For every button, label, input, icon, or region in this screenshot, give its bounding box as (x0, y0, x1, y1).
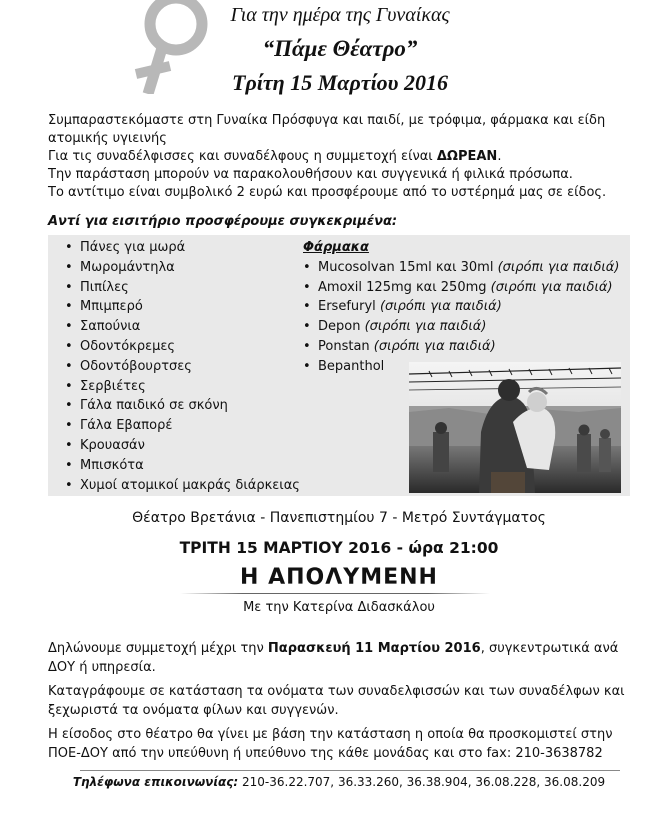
medicine-note: (σιρόπι για παιδιά) (497, 259, 620, 275)
list-item (303, 337, 619, 357)
list-item: • Οδοντόκρεμες (65, 337, 300, 357)
offer-title: Αντί για εισιτήριο προσφέρουμε συγκεκριμένα: (48, 214, 398, 229)
medicine-note: (σιρόπι για παιδιά) (379, 299, 502, 315)
medicine-name: Bepanthol (318, 358, 385, 374)
header-subtitle: Για την ημέρα της Γυναίκας (230, 4, 450, 26)
medicines-title: Φάρμακα (303, 240, 369, 255)
header-date: Τρίτη 15 Μαρτίου 2016 (232, 70, 448, 95)
intro-line-4: Το αντίτιμο είναι συμβολικό 2 ευρώ και προσφέρουμε από το υστέρημά μας σε είδος. (48, 185, 607, 200)
registration-suffix: , συγκεντρωτικά ανά ΔΟΥ ή υπηρεσία. (48, 641, 619, 675)
list-item (303, 258, 619, 278)
footer-divider (80, 770, 620, 771)
intro-line-2 (48, 148, 638, 166)
free-label: ΔΩΡΕΑΝ (436, 149, 498, 164)
contact-phones (48, 775, 630, 789)
medicine-note: (σιρόπι για παιδιά) (364, 319, 487, 335)
starring: Με την Κατερίνα Διδασκάλου (243, 600, 435, 615)
medicine-name: Ersefuryl (318, 299, 380, 315)
medicines-section (303, 238, 619, 377)
medicine-name: Amoxil 125mg και 250mg (318, 279, 491, 295)
header-title: “Πάμε Θέατρο” (262, 36, 418, 61)
medicine-name: Depon (318, 319, 365, 335)
list-item: • Σερβιέτες (65, 377, 300, 397)
list-item (303, 297, 619, 317)
list-item: • Μωρομάντηλα (65, 258, 300, 278)
items-list (65, 238, 300, 495)
medicine-name: Ponstan (318, 338, 374, 354)
list-item: • Μπιμπερό (65, 297, 300, 317)
phones-label: Τηλέφωνα επικοινωνίας: (72, 775, 239, 789)
play-title: Η ΑΠΟΛΥΜΕΝΗ (240, 565, 438, 590)
list-item: • Σαπούνια (65, 317, 300, 337)
list-item: • Γάλα παιδικό σε σκόνη (65, 396, 300, 416)
intro-line-1: Συμπαραστεκόμαστε στη Γυναίκα Πρόσφυγα και παιδί, με τρόφιμα, φάρμακα και είδη ατομικής υγιεινής (48, 113, 606, 146)
title-divider (180, 593, 490, 594)
intro-line-2-text: Για τις συναδέλφισσες και συναδέλφους η συμμετοχή είναι (48, 149, 437, 164)
medicine-name: Mucosolvan 15ml και 30ml (318, 259, 498, 275)
list-item (303, 278, 619, 298)
list-item: • Χυμοί ατομικοί μακράς διάρκειας (65, 476, 300, 496)
list-item: • Πάνες για μωρά (65, 238, 300, 258)
list-item: • Πιπίλες (65, 278, 300, 298)
intro-text (48, 112, 638, 202)
event-datetime: ΤΡΙΤΗ 15 ΜΑΡΤΙΟΥ 2016 - ώρα 21:00 (179, 539, 499, 557)
intro-line-2-suffix: . (497, 149, 502, 164)
names-paragraph: Καταγράφουμε σε κατάσταση τα ονόματα των συναδελφισσών και των συναδέλφων και ξεχωριστά τα ονόματα φίλων και συγγενών. (48, 684, 625, 718)
registration-paragraph (48, 639, 638, 677)
medicine-note: (σιρόπι για παιδιά) (373, 338, 496, 354)
phones-numbers: 210-36.22.707, 36.33.260, 36.38.904, 36.08.228, 36.08.209 (238, 775, 606, 789)
list-item: • Οδοντόβουρτσες (65, 357, 300, 377)
list-item: • Μπισκότα (65, 456, 300, 476)
medicine-note: (σιρόπι για παιδιά) (490, 279, 613, 295)
refugee-photo (409, 362, 621, 493)
deadline-date: Παρασκευή 11 Μαρτίου 2016 (267, 641, 481, 656)
registration-text: Δηλώνουμε συμμετοχή μέχρι την (48, 641, 268, 656)
list-item (303, 317, 619, 337)
list-item: • Κρουασάν (65, 436, 300, 456)
list-item: • Γάλα Εβαπορέ (65, 416, 300, 436)
medicines-list (303, 258, 619, 377)
venue: Θέατρο Βρετάνια - Πανεπιστημίου 7 - Μετρό Συντάγματος (132, 510, 546, 526)
entry-paragraph: Η είσοδος στο θέατρο θα γίνει με βάση την κατάσταση η οποία θα προσκομιστεί στην ΠΟΕ-ΔΟΥ από την υπεύθυνη ή υπεύθυνο της κάθε μονάδας και στο fax: 210-3638782 (48, 727, 613, 761)
intro-line-3: Την παράσταση μπορούν να παρακολουθήσουν και συγγενικά ή φιλικά πρόσωπα. (48, 167, 573, 182)
